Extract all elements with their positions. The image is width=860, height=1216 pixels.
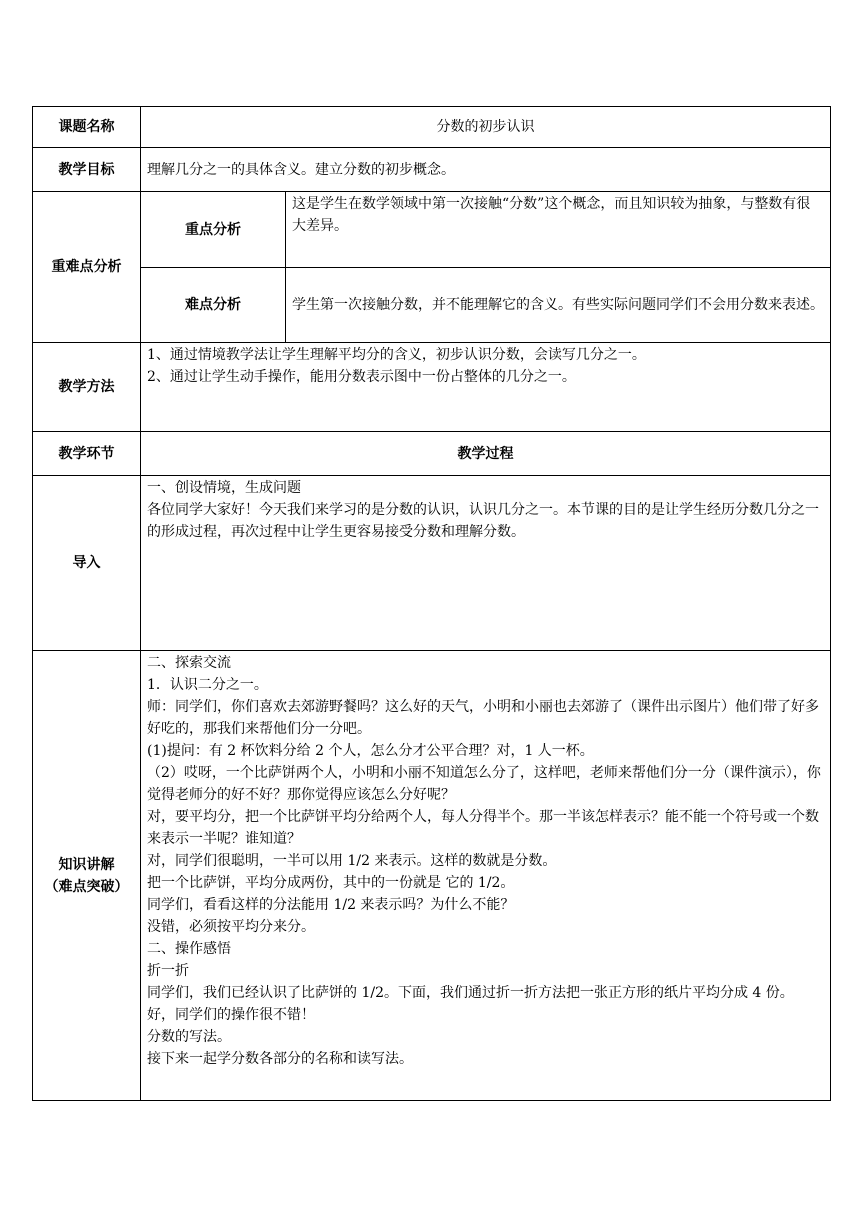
title-value: 分数的初步认识	[141, 107, 831, 148]
knowledge-line: 接下来一起学分数各部分的名称和读写法。	[147, 1051, 413, 1067]
lesson-plan-table	[32, 106, 831, 1101]
difficulty-label: 难点分析	[141, 268, 286, 343]
knowledge-label-sub: （难点突破）	[44, 878, 129, 895]
intro-value	[141, 476, 831, 651]
knowledge-line: 把一个比萨饼，平均分成两份，其中的一份就是 它的 1/2。	[147, 875, 515, 891]
intro-label: 导入	[33, 476, 141, 651]
knowledge-line: 分数的写法。	[147, 1029, 231, 1045]
method-label: 教学方法	[33, 343, 141, 432]
process-label: 教学过程	[141, 432, 831, 476]
row-focus	[33, 192, 831, 268]
intro-line: 一、创设情境，生成问题	[147, 480, 301, 496]
knowledge-line: 同学们，看看这样的分法能用 1/2 来表示吗？为什么不能？	[147, 897, 515, 913]
method-value	[141, 343, 831, 432]
row-intro	[33, 476, 831, 651]
knowledge-line: 对，要平均分，把一个比萨饼平均分给两个人，每人分得半个。那一半该怎样表示？能不能一个符号或一个数来表示一半呢？谁知道？	[147, 809, 819, 847]
knowledge-line: 二、探索交流	[147, 655, 231, 671]
difficulty-value: 学生第一次接触分数，并不能理解它的含义。有些实际问题同学们不会用分数来表述。	[286, 268, 831, 343]
method-line: 1、通过情境教学法让学生理解平均分的含义，初步认识分数，会读写几分之一。	[147, 347, 646, 363]
knowledge-line: 同学们，我们已经认识了比萨饼的 1/2。下面，我们通过折一折方法把一张正方形的纸片平均分成 4 份。	[147, 985, 794, 1001]
knowledge-line: 折一折	[147, 963, 189, 979]
knowledge-label-main: 知识讲解	[58, 856, 115, 873]
row-knowledge	[33, 651, 831, 1101]
knowledge-value	[141, 651, 831, 1101]
row-goal	[33, 148, 831, 192]
knowledge-line: 对，同学们很聪明，一半可以用 1/2 来表示。这样的数就是分数。	[147, 853, 557, 869]
knowledge-label	[33, 651, 141, 1101]
method-line: 2、通过让学生动手操作，能用分数表示图中一份占整体的几分之一。	[147, 369, 576, 385]
intro-line: 各位同学大家好！今天我们来学习的是分数的认识，认识几分之一。本节课的目的是让学生经历分数几分之一 的形成过程，再次过程中让学生更容易接受分数和理解分数。	[147, 502, 819, 540]
title-label: 课题名称	[33, 107, 141, 148]
focus-value: 这是学生在数学领域中第一次接触“分数”这个概念，而且知识较为抽象，与整数有很大差异。	[286, 192, 831, 268]
goal-value: 理解几分之一的具体含义。建立分数的初步概念。	[141, 148, 831, 192]
stage-label: 教学环节	[33, 432, 141, 476]
knowledge-line: (1)提问：有 2 杯饮料分给 2 个人，怎么分才公平合理？对，1 人一杯。	[147, 743, 594, 759]
knowledge-line: 1．认识二分之一。	[147, 677, 268, 693]
row-title	[33, 107, 831, 148]
row-stage-header	[33, 432, 831, 476]
knowledge-line: 没错，必须按平均分来分。	[147, 919, 315, 935]
goal-label: 教学目标	[33, 148, 141, 192]
knowledge-line: （2）哎呀，一个比萨饼两个人，小明和小丽不知道怎么分了，这样吧，老师来帮他们分一分（课件演示），你觉得老师分的好不好？那你觉得应该怎么分好呢？	[147, 765, 821, 803]
knowledge-line: 好，同学们的操作很不错！	[147, 1007, 315, 1023]
knowledge-line: 二、操作感悟	[147, 941, 231, 957]
key-analysis-label: 重难点分析	[33, 192, 141, 343]
row-difficulty	[33, 268, 831, 343]
row-method	[33, 343, 831, 432]
focus-label: 重点分析	[141, 192, 286, 268]
knowledge-line: 师：同学们，你们喜欢去郊游野餐吗？这么好的天气，小明和小丽也去郊游了（课件出示图片）他们带了好多好吃的，那我们来帮他们分一分吧。	[147, 699, 819, 737]
